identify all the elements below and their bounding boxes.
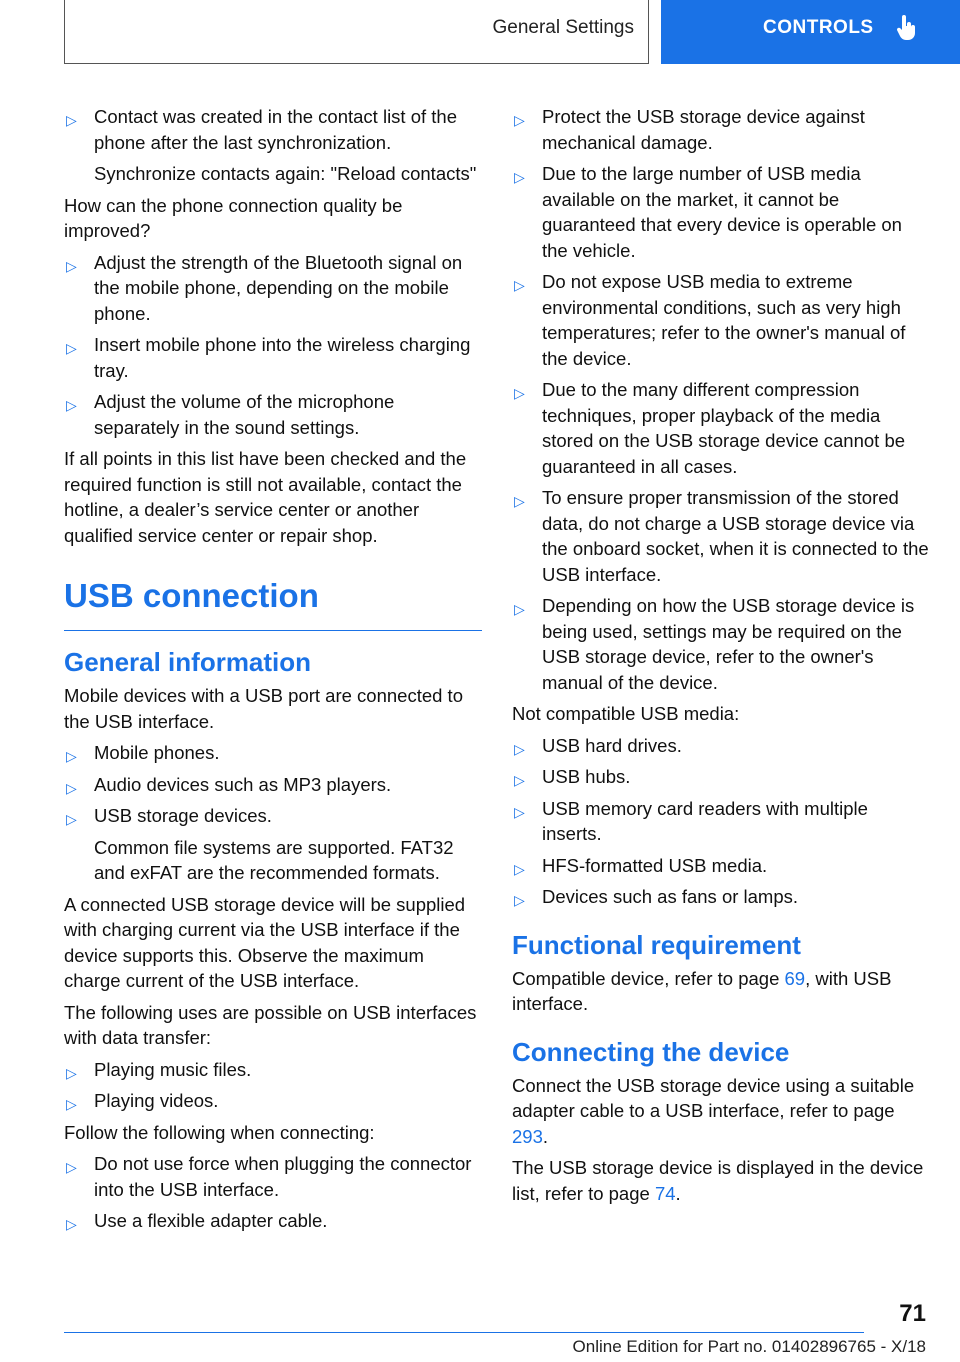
- triangle-bullet-icon: ▷: [514, 803, 525, 820]
- page-link[interactable]: 293: [512, 1125, 543, 1147]
- paragraph: The following uses are possible on USB interfaces with data transfer:: [64, 1001, 477, 1048]
- list-item: ▷ Use a flexible adapter cable.: [64, 1208, 482, 1234]
- triangle-bullet-icon: ▷: [514, 493, 525, 509]
- triangle-bullet-icon: ▷: [514, 112, 525, 128]
- page-link[interactable]: 74: [654, 1182, 676, 1204]
- header-section-box: [64, 0, 649, 64]
- footer-divider: [64, 1332, 864, 1333]
- list-item: ▷ Playing music files.: [64, 1057, 482, 1083]
- triangle-bullet-icon: ▷: [66, 1159, 77, 1175]
- triangle-bullet-icon: ▷: [66, 811, 77, 827]
- triangle-bullet-icon: ▷: [514, 772, 525, 788]
- list-item: ▷ USB memory card readers with multiple inserts.: [514, 797, 868, 844]
- list-item: ▷ Do not expose USB media to extreme environmental conditions, such as very high temperatures; refer to the owner's manual of the device.: [514, 271, 906, 369]
- list-item: ▷ To ensure proper transmission of the stored data, do not charge a USB storage device via the onboard socket, when it is connected to the USB interface.: [514, 487, 929, 585]
- list-item: ▷ Adjust the volume of the microphone separately in the sound settings.: [66, 391, 395, 438]
- subsection-heading: Connecting the device: [512, 1036, 790, 1067]
- triangle-bullet-icon: ▷: [66, 779, 77, 796]
- triangle-bullet-icon: ▷: [514, 277, 525, 293]
- triangle-bullet-icon: ▷: [66, 397, 77, 413]
- right-column: [512, 104, 932, 1212]
- subsection-heading: Functional requirement: [512, 929, 801, 960]
- list-item: ▷ Insert mobile phone into the wireless charging tray.: [66, 334, 471, 381]
- list-item: ▷ Protect the USB storage device against mechanical damage.: [514, 106, 865, 153]
- paragraph: Follow the following when connecting:: [64, 1121, 375, 1143]
- triangle-bullet-icon: ▷: [514, 385, 525, 401]
- paragraph: Not compatible USB media:: [512, 703, 740, 724]
- list-item: ▷ Playing videos.: [64, 1088, 482, 1114]
- list-item: ▷ Do not use force when plugging the connector into the USB interface.: [66, 1153, 472, 1200]
- list-item-note: Synchronize contacts again: "Reload contacts": [94, 163, 477, 184]
- triangle-bullet-icon: ▷: [66, 1064, 77, 1081]
- list-item: ▷ Due to the large number of USB media available on the market, it cannot be guaranteed that every device is operable on the vehicle.: [514, 163, 902, 261]
- page-number: 71: [899, 1300, 926, 1327]
- header-section-title: General Settings: [492, 16, 634, 38]
- header-chapter-box: [661, 0, 960, 64]
- triangle-bullet-icon: ▷: [514, 169, 525, 185]
- triangle-bullet-icon: ▷: [514, 892, 525, 908]
- list-item: ▷ Due to the many different compression techniques, proper playback of the media stored on the USB storage device cannot be guaranteed in all cases.: [514, 379, 906, 477]
- section-heading: USB connection: [64, 574, 482, 631]
- triangle-bullet-icon: ▷: [66, 1216, 77, 1232]
- paragraph: The USB storage device is displayed in the device list, refer to page 74.: [512, 1157, 924, 1204]
- list-item: ▷ USB hard drives.: [512, 733, 932, 759]
- paragraph: A connected USB storage device will be supplied with charging current via the USB interface if the device supports this. Observe the maximum charge current of the USB interface.: [64, 893, 466, 991]
- left-column: [64, 104, 482, 1240]
- list-item: ▷ USB storage devices.: [64, 803, 482, 829]
- footer-edition: Online Edition for Part no. 01402896765 - X/18: [572, 1337, 926, 1356]
- triangle-bullet-icon: ▷: [514, 601, 525, 617]
- subsection-heading: General information: [64, 647, 312, 677]
- triangle-bullet-icon: ▷: [66, 112, 77, 128]
- header-chapter-title: CONTROLS: [763, 17, 874, 38]
- list-item: ▷ Audio devices such as MP3 players.: [64, 772, 482, 798]
- hand-pointer-icon: [896, 15, 916, 41]
- list-item: ▷ Devices such as fans or lamps.: [512, 884, 932, 910]
- list-item: ▷ Contact was created in the contact list of the phone after the last synchronization.: [66, 106, 457, 153]
- list-item-note: Common file systems are supported. FAT32 and exFAT are the recommended formats.: [94, 836, 454, 883]
- list-item: ▷ Depending on how the USB storage device is being used, settings may be required on the USB storage device, refer to the owner's manual of the device.: [514, 595, 915, 693]
- page-link[interactable]: 69: [784, 967, 806, 989]
- list-item: ▷ USB hubs.: [512, 764, 932, 790]
- triangle-bullet-icon: ▷: [66, 257, 77, 274]
- paragraph: Mobile devices with a USB port are connected to the USB interface.: [64, 685, 463, 732]
- triangle-bullet-icon: ▷: [66, 748, 77, 764]
- list-item: ▷ HFS-formatted USB media.: [512, 853, 932, 879]
- paragraph: Compatible device, refer to page 69, with USB interface.: [512, 967, 892, 1014]
- list-item: ▷ Adjust the strength of the Bluetooth signal on the mobile phone, depending on the mobile phone.: [66, 251, 463, 324]
- paragraph: If all points in this list have been checked and the required function is still not available, contact the hotline, a dealer’s service center or another qualified service center or repair shop.: [64, 448, 467, 546]
- question-text: How can the phone connection quality be improved?: [64, 194, 403, 241]
- triangle-bullet-icon: ▷: [66, 1096, 77, 1112]
- triangle-bullet-icon: ▷: [66, 340, 77, 356]
- paragraph: Connect the USB storage device using a suitable adapter cable to a USB interface, refer to page 293.: [512, 1074, 915, 1147]
- list-item: ▷ Mobile phones.: [64, 740, 482, 766]
- triangle-bullet-icon: ▷: [514, 860, 525, 877]
- triangle-bullet-icon: ▷: [514, 740, 525, 757]
